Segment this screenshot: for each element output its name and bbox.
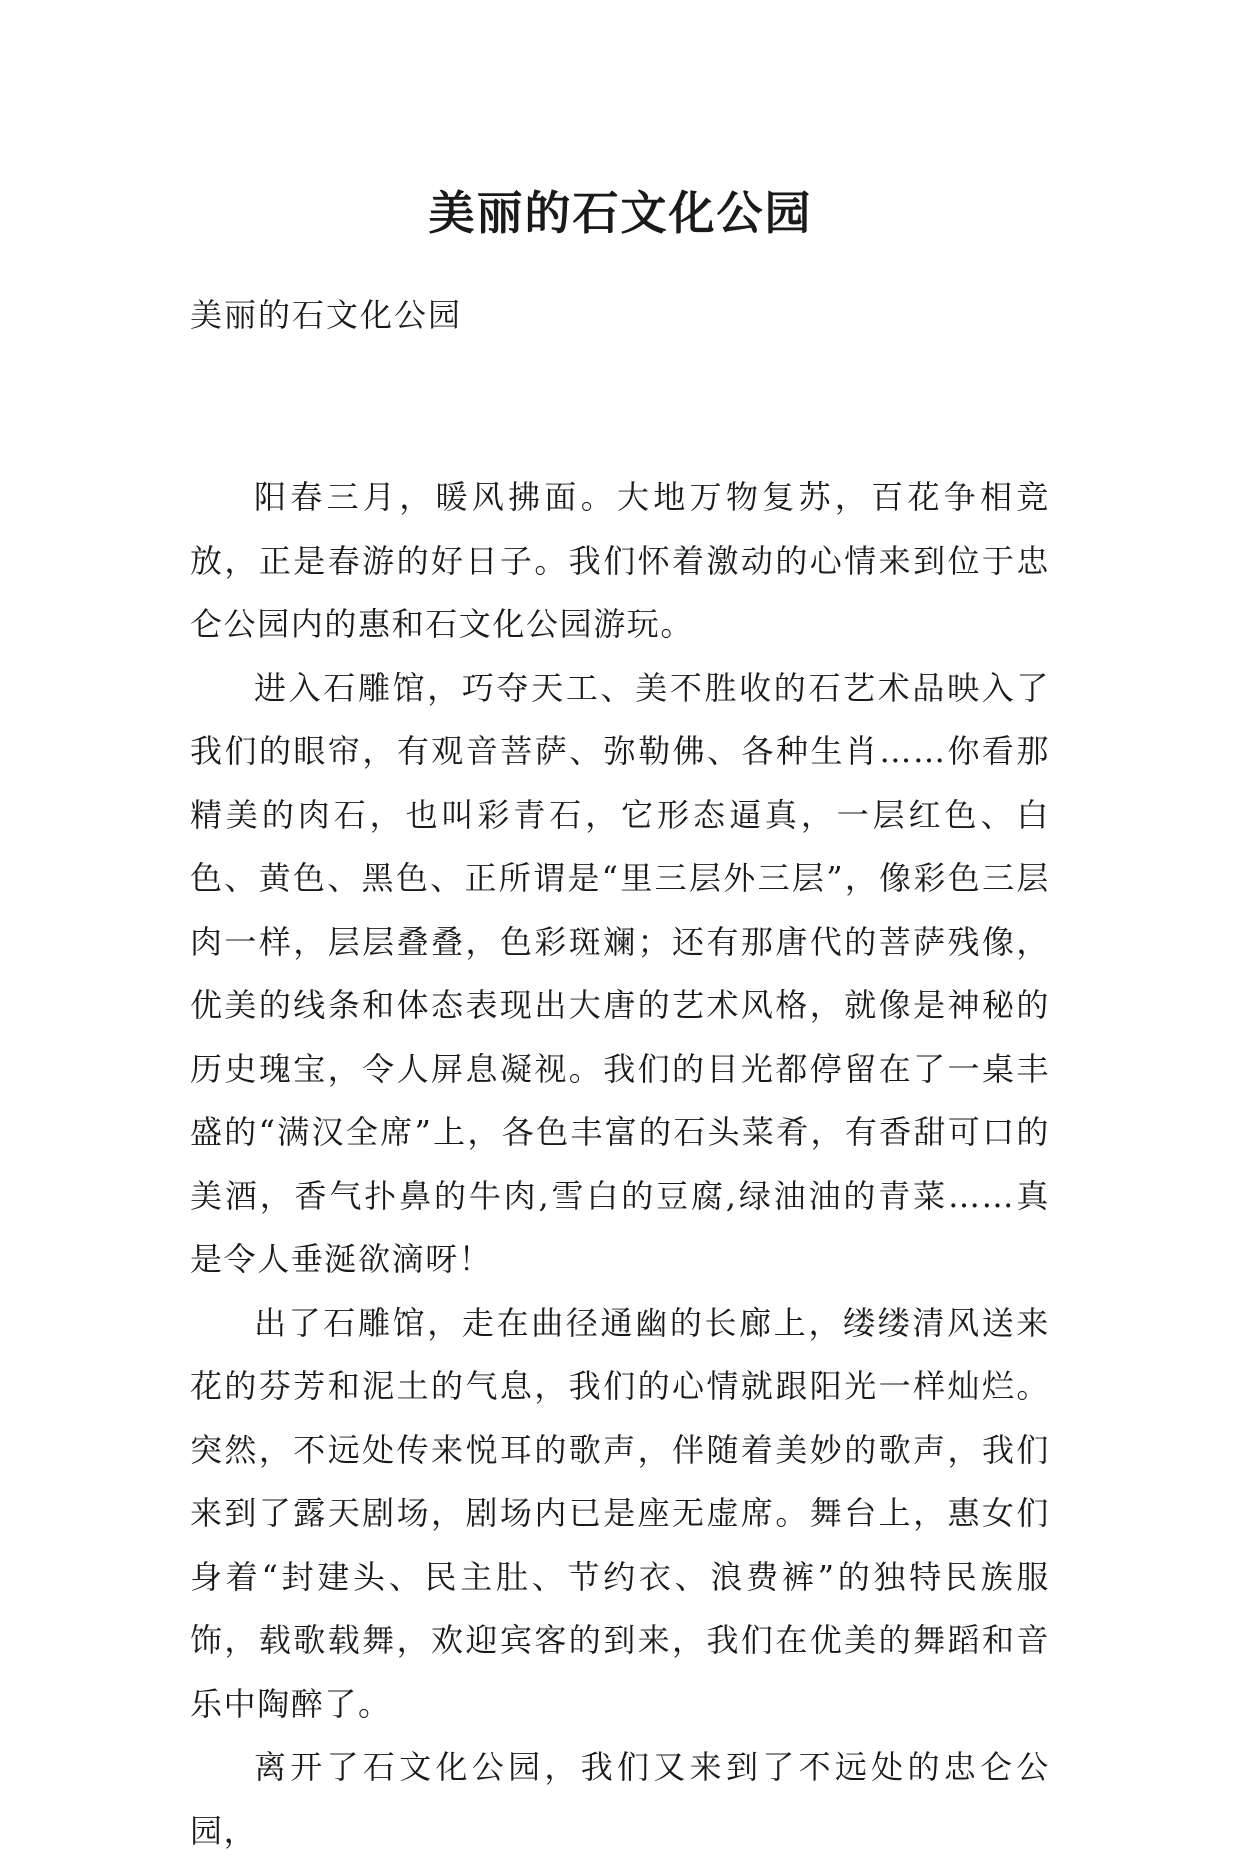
document-body xyxy=(190,466,1050,1863)
paragraph: 离开了石文化公园，我们又来到了不远处的忠仑公园， xyxy=(190,1748,1050,1850)
document-subtitle: 美丽的石文化公园 xyxy=(190,296,463,334)
paragraph: 进入石雕馆，巧夺天工、美不胜收的石艺术品映入了我们的眼帘，有观音菩萨、弥勒佛、各种生肖……你看那精美的肉石，也叫彩青石，它形态逼真，一层红色、白色、黄色、黑色、正所谓是“里三层外三层”，像彩色三层肉一样，层层叠叠，色彩斑斓；还有那唐代的菩萨残像，优美的线条和体态表现出大唐的艺术风格，就像是神秘的历史瑰宝，令人屏息凝视。我们的目光都停留在了一桌丰盛的“满汉全席”上，各色丰富的石头菜肴，有香甜可口的美酒，香气扑鼻的牛肉,雪白的豆腐,绿油油的青菜……真是令人垂涎欲滴呀！ xyxy=(190,668,1050,1278)
document-title: 美丽的石文化公园 xyxy=(428,185,813,240)
paragraph: 阳春三月，暖风拂面。大地万物复苏，百花争相竞放，正是春游的好日子。我们怀着激动的心情来到位于忠仑公园内的惠和石文化公园游玩。 xyxy=(190,478,1050,643)
paragraph: 出了石雕馆，走在曲径通幽的长廊上，缕缕清风送来花的芬芳和泥土的气息，我们的心情就跟阳光一样灿烂。突然，不远处传来悦耳的歌声，伴随着美妙的歌声，我们来到了露天剧场，剧场内已是座无虚席。舞台上，惠女们身着“封建头、民主肚、节约衣、浪费裤”的独特民族服饰，载歌载舞，欢迎宾客的到来，我们在优美的舞蹈和音乐中陶醉了。 xyxy=(190,1303,1050,1723)
